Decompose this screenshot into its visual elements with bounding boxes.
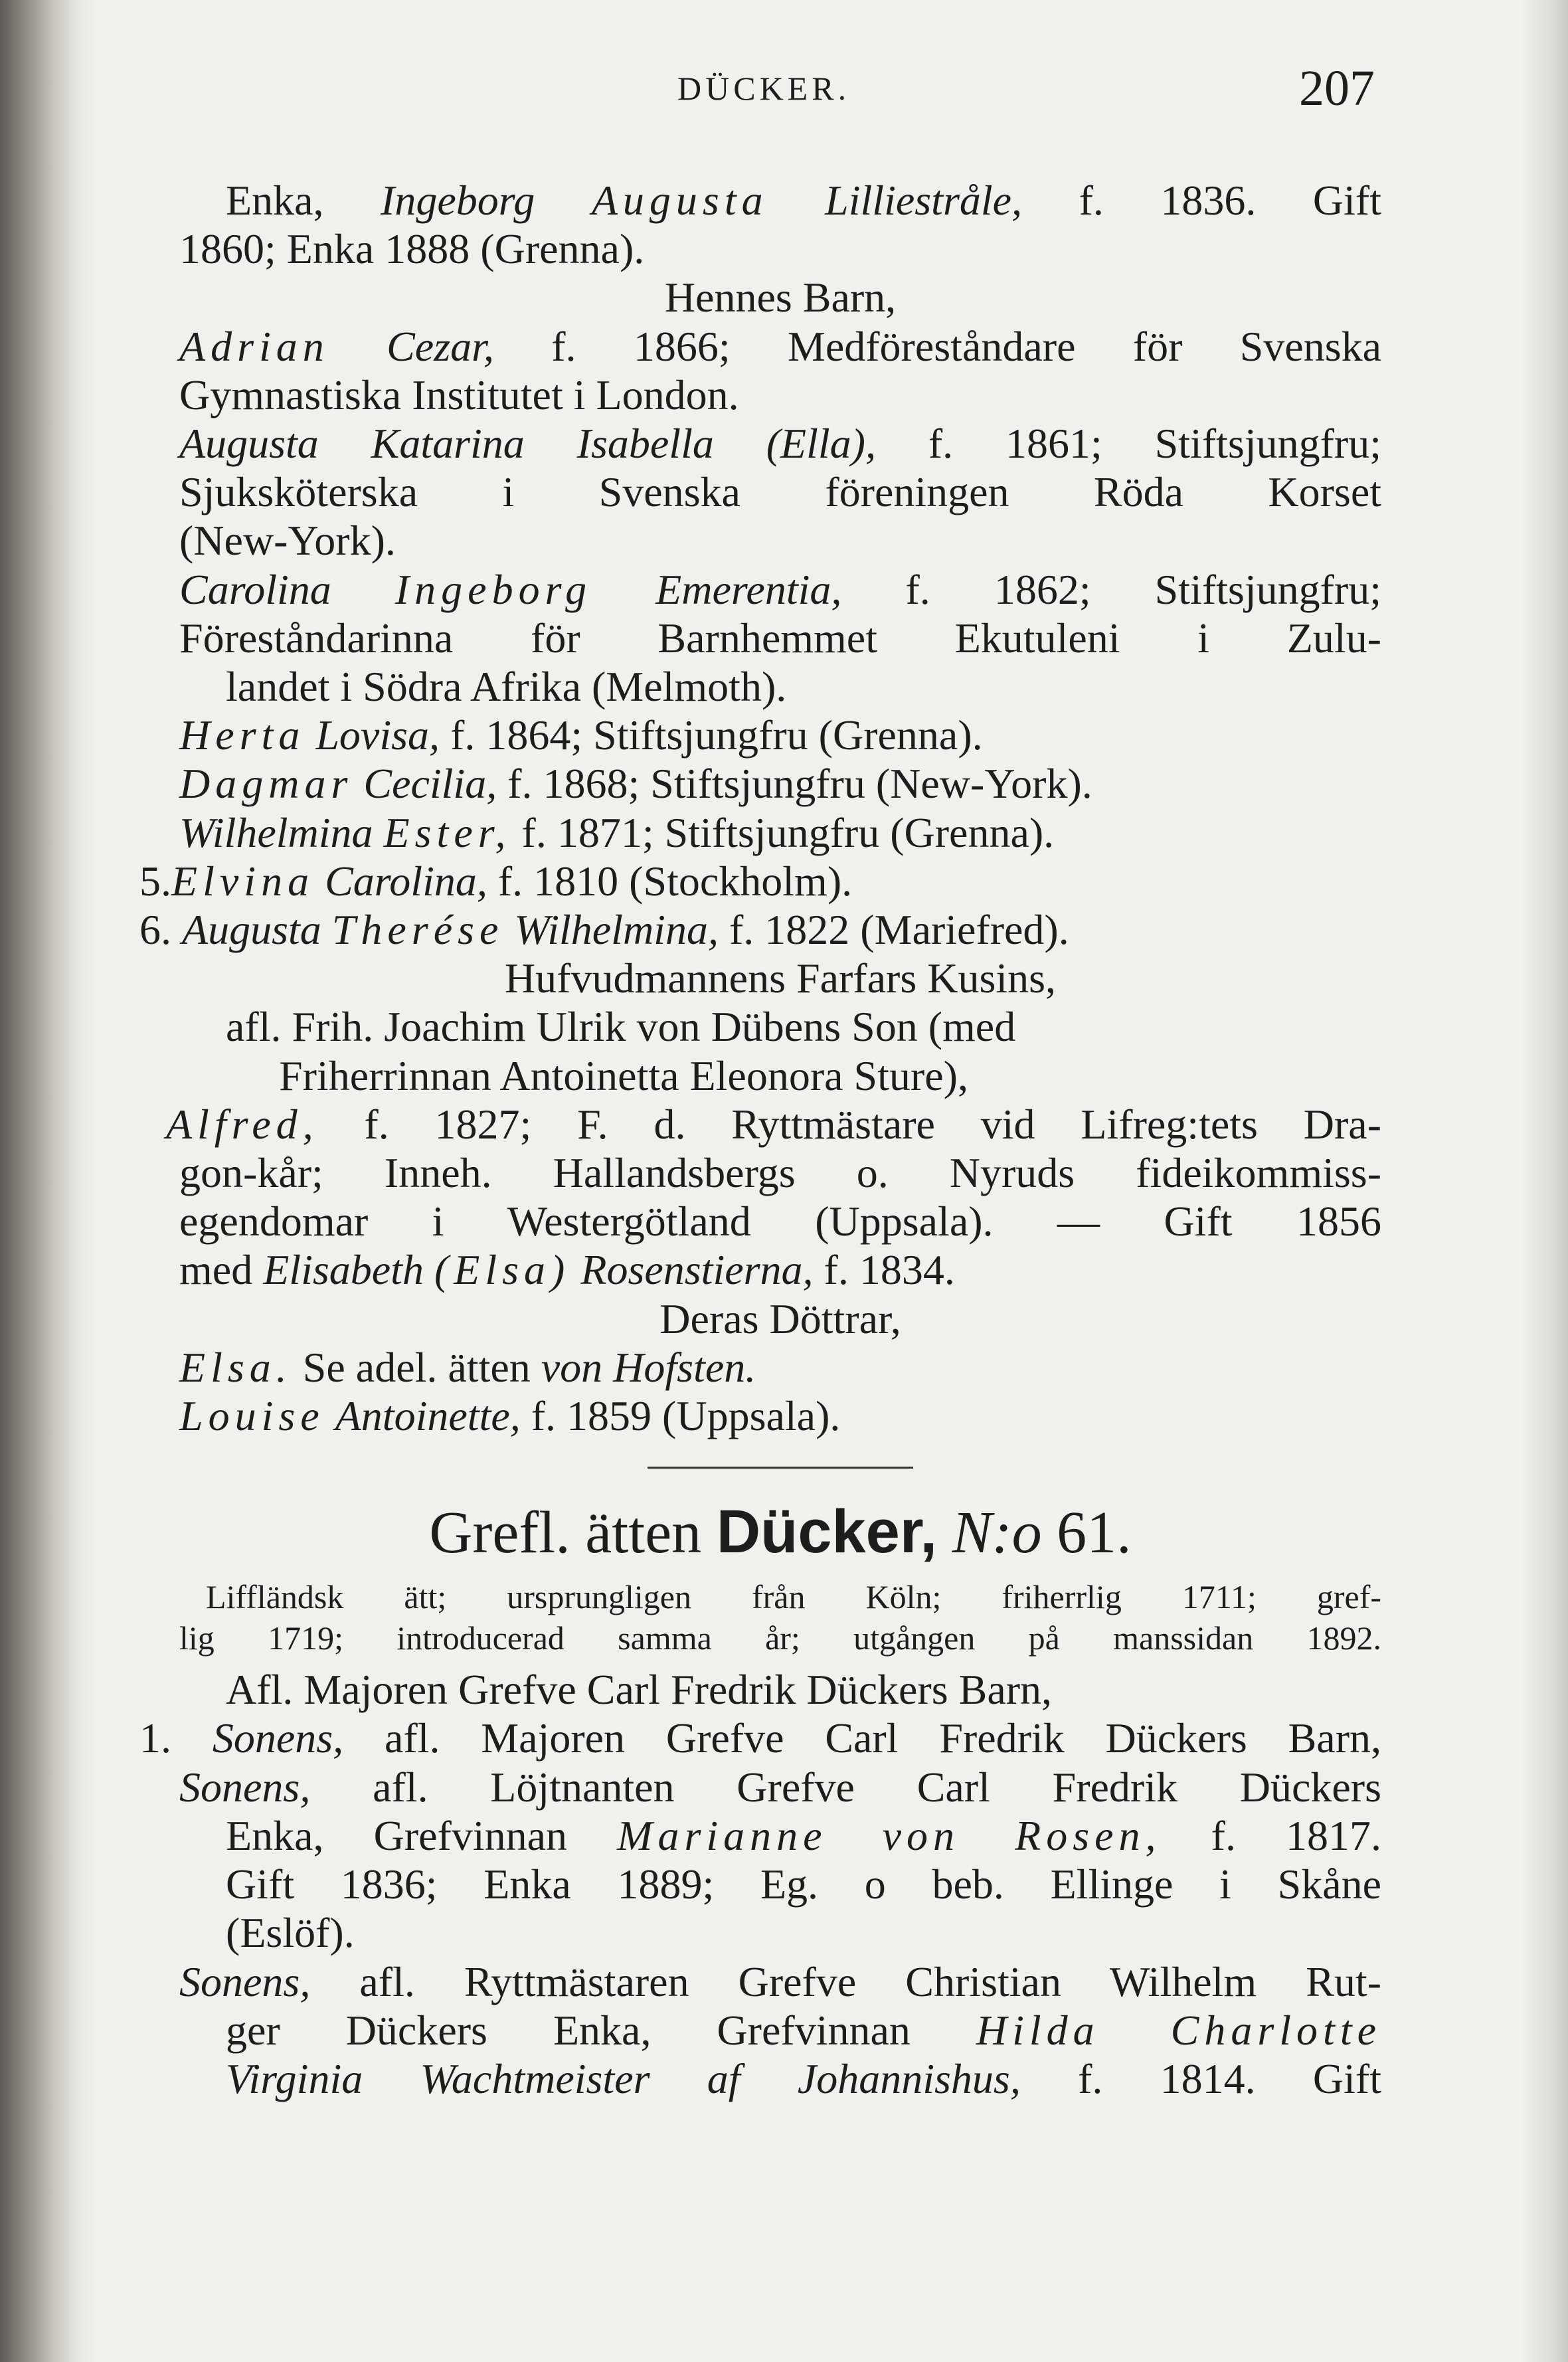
- page-number: 207: [1299, 60, 1375, 116]
- text-line: Enka, Grefvinnan Marianne von Rosen, f. 1817.: [226, 1811, 1382, 1859]
- text-line: gon-kår; Inneh. Hallandsbergs o. Nyruds fideikommiss-: [179, 1149, 1381, 1197]
- book-page: [139, 60, 1382, 2345]
- text-line: Föreståndarinna för Barnhemmet Ekutuleni i Zulu-: [179, 614, 1381, 662]
- text-line: Carolina Ingeborg Emerentia, f. 1862; Stiftsjungfru;: [179, 565, 1381, 613]
- book-binding-shadow: [0, 0, 100, 2362]
- text-line: Wilhelmina Ester, f. 1871; Stiftsjungfru (Grenna).: [179, 808, 1055, 856]
- text-line: Louise Antoinette, f. 1859 (Uppsala).: [179, 1392, 841, 1440]
- text-line: egendomar i Westergötland (Uppsala). — Gift 1856: [179, 1198, 1381, 1245]
- text-line: Gift 1836; Enka 1889; Eg. o beb. Ellinge i Skåne: [226, 1861, 1381, 1908]
- grefl-section: [139, 1489, 1382, 2103]
- text-line: Alfred, f. 1827; F. d. Ryttmästare vid Lifreg:tets Dra-: [166, 1100, 1382, 1148]
- section-divider: [648, 1467, 913, 1469]
- section-heading: Deras Döttrar,: [659, 1295, 901, 1342]
- text-line: Friherrinnan Antoinetta Eleonora Sture),: [279, 1051, 968, 1099]
- text-line: Adrian Cezar, f. 1866; Medföreståndare för Svenska: [179, 322, 1382, 370]
- text-line: Enka, Ingeborg Augusta Lilliestråle, f. 1836. Gift: [226, 177, 1382, 224]
- text-line: 1860; Enka 1888 (Grenna).: [179, 225, 645, 273]
- entry-elvina: 5.Elvina Carolina, f. 1810 (Stockholm).: [139, 857, 853, 905]
- entry-augusta-therese: 6. Augusta Therése Wilhelmina, f. 1822 (Mariefred).: [139, 906, 1069, 954]
- family-description: lig 1719; introducerad samma år; utgången på manssidan 1892.: [179, 1619, 1381, 1657]
- text-line: Gymnastiska Institutet i London.: [179, 371, 739, 418]
- text-line: Sjuksköterska i Svenska föreningen Röda Korset: [179, 468, 1381, 516]
- text-line: 1. Sonens, afl. Majoren Grefve Carl Fredrik Dückers Barn,: [139, 1714, 1382, 1762]
- text-line: (New-York).: [179, 517, 396, 565]
- text-line: Virginia Wachtmeister af Johannishus, f. 1814. Gift: [226, 2054, 1382, 2102]
- section-heading: Hufvudmannens Farfars Kusins,: [504, 954, 1057, 1002]
- section-heading: Hennes Barn,: [664, 274, 897, 321]
- running-head: DÜCKER.: [677, 70, 851, 107]
- text-line: Afl. Majoren Grefve Carl Fredrik Dückers Barn,: [226, 1666, 1053, 1714]
- entry-alfred: [166, 1100, 1382, 1440]
- entry-widow-augusta: [179, 176, 1381, 857]
- text-line: Augusta Katarina Isabella (Ella), f. 1861; Stiftsjungfru;: [179, 420, 1381, 468]
- kusins-section: [179, 954, 1381, 1100]
- text-line: med Elisabeth (Elsa) Rosenstierna, f. 1834.: [179, 1246, 955, 1294]
- text-line: Sonens, afl. Löjtnanten Grefve Carl Fredrik Dückers: [179, 1763, 1382, 1811]
- text-line: afl. Frih. Joachim Ulrik von Dübens Son (med: [226, 1003, 1016, 1051]
- text-line: landet i Södra Afrika (Melmoth).: [226, 663, 787, 711]
- text-line: Sonens, afl. Ryttmästaren Grefve Christian Wilhelm Rut-: [179, 1957, 1381, 2005]
- text-line: Elsa. Se adel. ätten von Hofsten.: [179, 1343, 756, 1391]
- page-edge-shadow: [1522, 0, 1568, 2362]
- section-title: Grefl. ätten Dücker, N:o 61.: [429, 1498, 1132, 1566]
- family-description: Liffländsk ätt; ursprungligen från Köln; friherrlig 1711; gref-: [206, 1578, 1381, 1616]
- page-header: [179, 60, 1381, 126]
- text-line: Dagmar Cecilia, f. 1868; Stiftsjungfru (New-York).: [179, 760, 1092, 808]
- text-line: ger Dückers Enka, Grefvinnan Hilda Charlotte: [226, 2006, 1382, 2054]
- text-line: Herta Lovisa, f. 1864; Stiftsjungfru (Grenna).: [179, 711, 983, 759]
- text-line: (Eslöf).: [226, 1909, 355, 1957]
